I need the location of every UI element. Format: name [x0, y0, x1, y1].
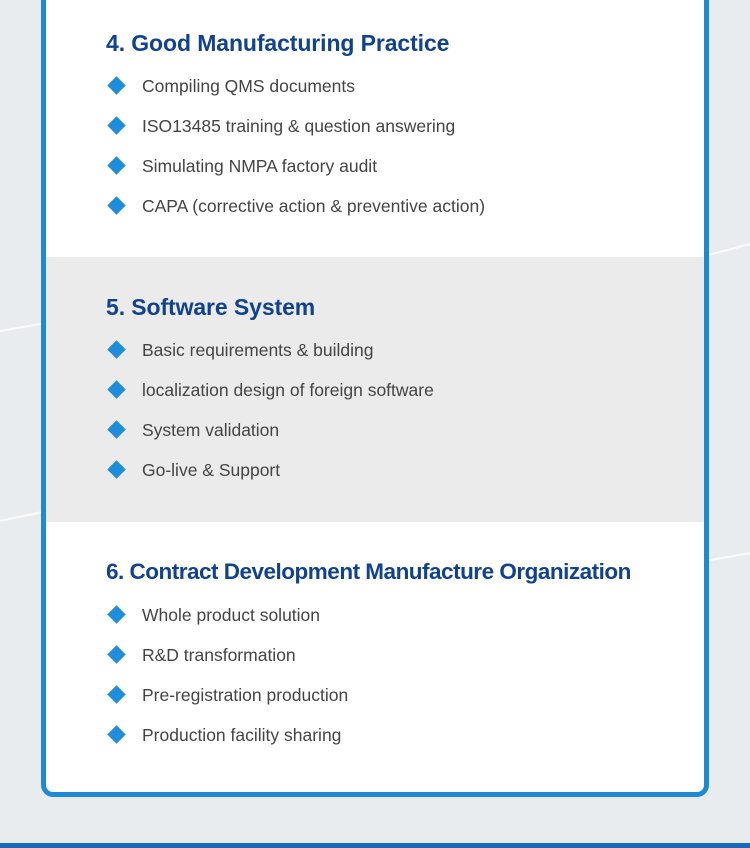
list-item-label: Basic requirements & building	[142, 340, 374, 360]
list-item-label: Production facility sharing	[142, 725, 342, 745]
list-item	[106, 115, 666, 139]
diamond-bullet-icon	[107, 380, 125, 398]
list-item	[106, 195, 666, 219]
list-item	[106, 379, 666, 403]
section-title: 5. Software System	[106, 294, 316, 320]
diamond-bullet-icon	[107, 645, 125, 663]
list-item-label: Pre-registration production	[142, 685, 349, 705]
list-item	[106, 604, 666, 628]
diamond-bullet-icon	[107, 420, 125, 438]
diamond-bullet-icon	[107, 460, 125, 478]
section-good-manufacturing-practice	[46, 0, 704, 257]
list-item	[106, 339, 666, 363]
section-title: 6. Contract Development Manufacture Organization	[106, 559, 631, 584]
list-item	[106, 459, 666, 483]
list-item	[106, 75, 666, 99]
list-item	[106, 644, 666, 668]
diamond-bullet-icon	[107, 156, 125, 174]
footer-accent-bar	[0, 843, 750, 848]
background-stroke	[705, 242, 750, 257]
background-stroke	[705, 551, 750, 562]
list-item-label: R&D transformation	[142, 645, 296, 665]
diamond-bullet-icon	[107, 725, 125, 743]
diamond-bullet-icon	[107, 605, 125, 623]
list-item-label: Go-live & Support	[142, 460, 281, 480]
list-item-label: CAPA (corrective action & preventive action)	[142, 196, 486, 216]
section-title: 4. Good Manufacturing Practice	[106, 30, 450, 56]
list-item	[106, 419, 666, 443]
list-item	[106, 155, 666, 179]
list-item-label: Simulating NMPA factory audit	[142, 156, 378, 176]
list-item-label: Whole product solution	[142, 605, 321, 625]
diamond-bullet-icon	[107, 685, 125, 703]
diamond-bullet-icon	[107, 340, 125, 358]
section-contract-development	[46, 522, 704, 797]
list-item	[106, 684, 666, 708]
services-card	[41, 0, 709, 797]
diamond-bullet-icon	[107, 196, 125, 214]
section-software-system	[46, 257, 704, 522]
list-item-label: System validation	[142, 420, 280, 440]
list-item-label: localization design of foreign software	[142, 380, 434, 400]
diamond-bullet-icon	[107, 116, 125, 134]
diamond-bullet-icon	[107, 76, 125, 94]
list-item-label: ISO13485 training & question answering	[142, 116, 456, 136]
list-item-label: Compiling QMS documents	[142, 76, 355, 96]
list-item	[106, 724, 666, 748]
